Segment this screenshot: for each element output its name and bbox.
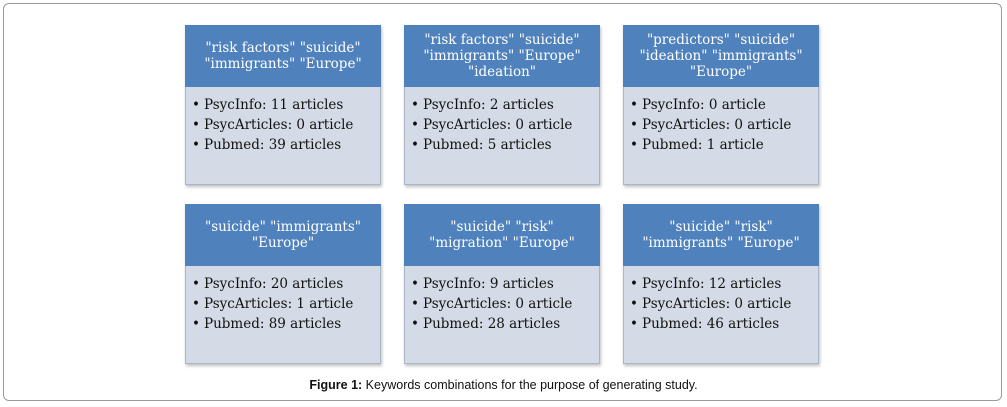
list-item: • PsycArticles: 1 article	[192, 296, 354, 312]
keyword-card-3	[623, 25, 819, 185]
list-item: • PsycArticles: 0 article	[630, 296, 792, 312]
card-title: "risk factors" "suicide" "immigrants" "Europe" "ideation"	[404, 25, 600, 87]
list-item: • PsycArticles: 0 article	[192, 117, 354, 133]
list-item: • PsycInfo: 12 articles	[630, 276, 782, 292]
list-item: • PsycInfo: 9 articles	[411, 276, 554, 292]
bullet: •	[630, 117, 638, 133]
bullet: •	[630, 97, 638, 113]
list-item: • Pubmed: 89 articles	[192, 316, 342, 332]
bullet: •	[192, 137, 200, 153]
list-item: • Pubmed: 28 articles	[411, 316, 561, 332]
list-item: • Pubmed: 5 articles	[411, 137, 552, 153]
list-item: • PsycArticles: 0 article	[411, 296, 573, 312]
caption-label: Figure 1:	[309, 378, 363, 392]
card-results	[404, 87, 600, 185]
list-item: • PsycInfo: 2 articles	[411, 97, 554, 113]
list-item: • Pubmed: 46 articles	[630, 316, 780, 332]
bullet: •	[411, 137, 419, 153]
bullet: •	[630, 137, 638, 153]
card-title: "suicide" "risk" "immigrants" "Europe"	[623, 204, 819, 266]
list-item: • Pubmed: 39 articles	[192, 137, 342, 153]
card-title: "suicide" "immigrants" "Europe"	[185, 204, 381, 266]
bullet: •	[192, 117, 200, 133]
keyword-card-1	[185, 25, 381, 185]
card-results	[623, 87, 819, 185]
bullet: •	[630, 316, 638, 332]
list-item: • PsycInfo: 20 articles	[192, 276, 344, 292]
card-title: "suicide" "risk" "migration" "Europe"	[404, 204, 600, 266]
list-item: • PsycArticles: 0 article	[411, 117, 573, 133]
card-results	[623, 266, 819, 364]
keyword-card-2	[404, 25, 600, 185]
keyword-card-6	[623, 204, 819, 364]
bullet: •	[411, 296, 419, 312]
bullet: •	[630, 276, 638, 292]
bullet: •	[192, 316, 200, 332]
caption-text: Keywords combinations for the purpose of generating study.	[362, 378, 698, 392]
card-results	[185, 266, 381, 364]
card-title: "predictors" "suicide" "ideation" "immigrants" "Europe"	[623, 25, 819, 87]
card-title: "risk factors" "suicide" "immigrants" "Europe"	[185, 25, 381, 87]
list-item: • Pubmed: 1 article	[630, 137, 764, 153]
bullet: •	[411, 316, 419, 332]
list-item: • PsycInfo: 11 articles	[192, 97, 344, 113]
bullet: •	[192, 276, 200, 292]
list-item: • PsycArticles: 0 article	[630, 117, 792, 133]
figure-caption	[0, 378, 1007, 392]
list-item: • PsycInfo: 0 article	[630, 97, 766, 113]
bullet: •	[411, 117, 419, 133]
bullet: •	[630, 296, 638, 312]
bullet: •	[411, 97, 419, 113]
bullet: •	[192, 296, 200, 312]
bullet: •	[192, 97, 200, 113]
bullet: •	[411, 276, 419, 292]
card-results	[185, 87, 381, 185]
keyword-card-4	[185, 204, 381, 364]
keyword-card-5	[404, 204, 600, 364]
card-results	[404, 266, 600, 364]
